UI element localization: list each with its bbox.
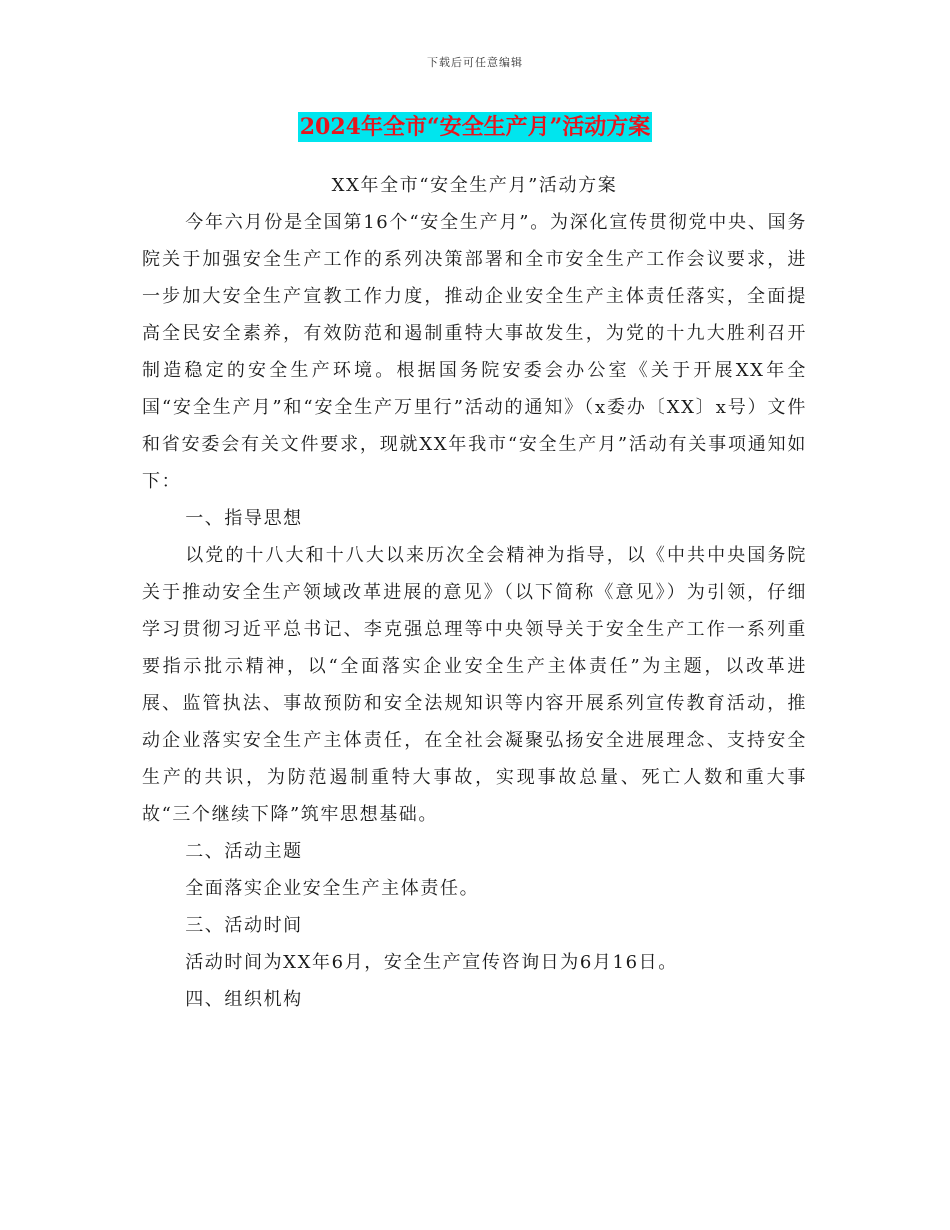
section-heading-guiding-ideology: 一、指导思想 (185, 508, 303, 529)
section-heading-organization: 四、组织机构 (185, 989, 303, 1010)
document-subtitle: XX年全市“安全生产月”活动方案 (331, 175, 618, 196)
section-heading-activity-theme: 二、活动主题 (185, 841, 303, 862)
intro-paragraph: 今年六月份是全国第16个“安全生产月”。为深化宣传贯彻党中央、国务院关于加强安全生产工作的系列决策部署和全市安全生产工作会议要求，进一步加大安全生产宣教工作力度，推动企业安全生产主体责任落实，全面提高全民安全素养，有效防范和遏制重特大事故发生，为党的十九大胜利召开制造稳定的安全生产环境。根据国务院安委会办公室《关于开展XX年全国“安全生产月”和“安全生产万里行”活动的通知》（x委办〔XX〕x号）文件和省安委会有关文件要求，现就XX年我市“安全生产月”活动有关事项通知如下： (142, 212, 807, 492)
page-header-note: 下载后可任意编辑 (427, 56, 523, 69)
document-body (142, 167, 807, 1018)
section-body-activity-time: 活动时间为XX年6月，安全生产宣传咨询日为6月16日。 (185, 952, 678, 973)
document-title: 2024年全市“安全生产月”活动方案 (299, 114, 651, 140)
section-body-guiding-ideology: 以党的十八大和十八大以来历次全会精神为指导，以《中共中央国务院关于推动安全生产领域改革进展的意见》（以下简称《意见》）为引领，仔细学习贯彻习近平总书记、李克强总理等中央领导关于安全生产工作一系列重要指示批示精神，以“全面落实企业安全生产主体责任”为主题，以改革进展、监管执法、事故预防和安全法规知识等内容开展系列宣传教育活动，推动企业落实安全生产主体责任，在全社会凝聚弘扬安全进展理念、支持安全生产的共识，为防范遏制重特大事故，实现事故总量、死亡人数和重大事故“三个继续下降”筑牢思想基础。 (142, 545, 807, 825)
section-body-activity-theme: 全面落实企业安全生产主体责任。 (185, 878, 480, 899)
section-heading-activity-time: 三、活动时间 (185, 915, 303, 936)
title-container (0, 112, 950, 142)
